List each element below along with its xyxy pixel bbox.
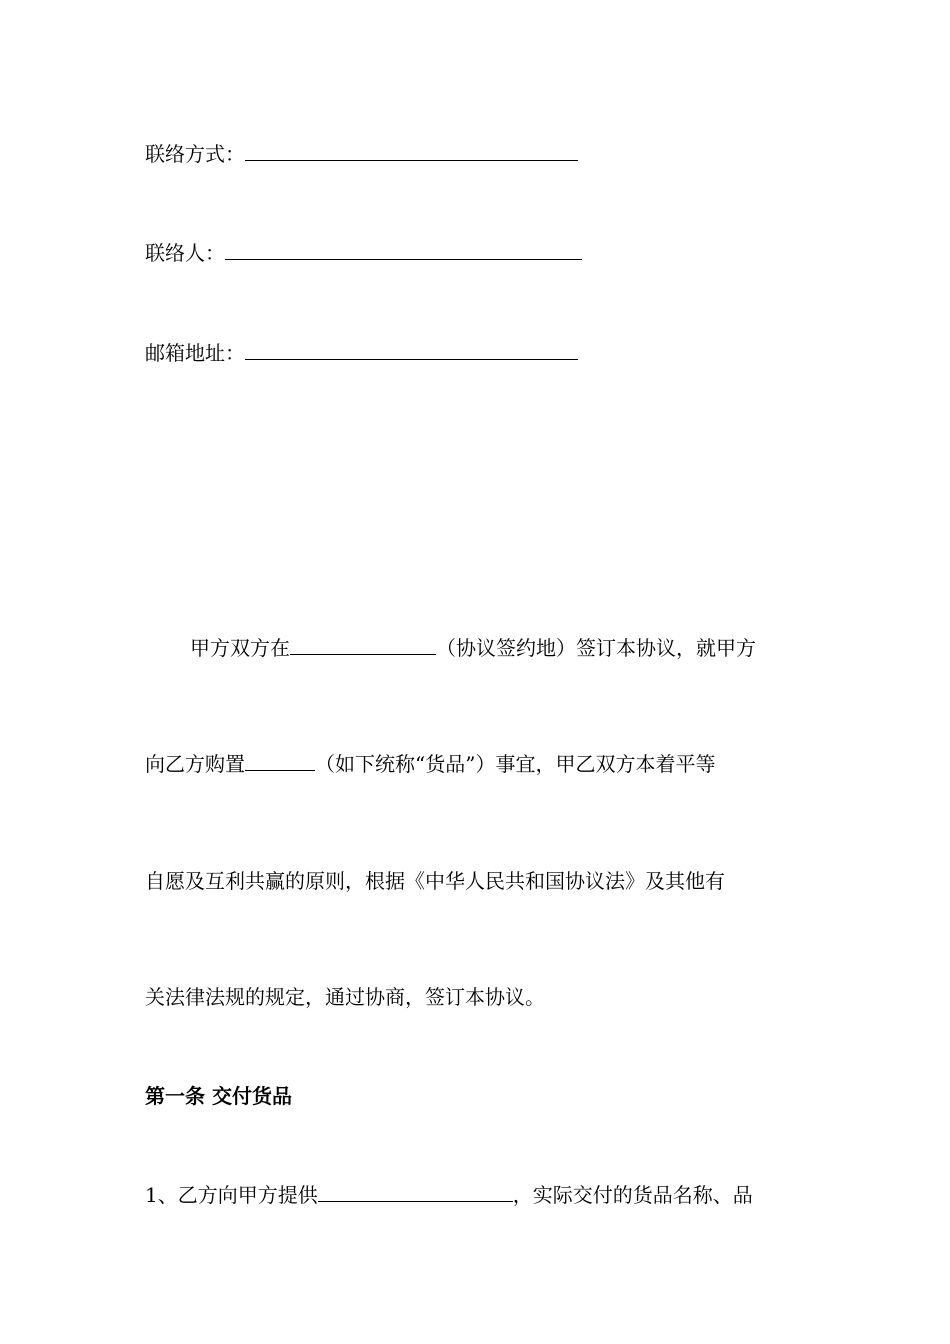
intro-line-1 — [190, 634, 756, 662]
supplied-goods-blank[interactable] — [318, 1181, 513, 1202]
contact-person-row — [145, 239, 582, 267]
goods-blank[interactable] — [245, 750, 315, 771]
contact-person-label: 联络人： — [145, 241, 225, 265]
intro-line-1-start: 甲方双方在 — [190, 636, 290, 660]
article-1-heading: 第一条 交付货品 — [145, 1084, 292, 1108]
signing-place-blank[interactable] — [290, 634, 436, 655]
intro-line-2-end: （如下统称“货品”）事宜，甲乙双方本着平等 — [315, 752, 716, 776]
intro-line-2 — [145, 750, 715, 778]
email-label: 邮箱地址： — [145, 341, 245, 365]
intro-line-4: 关法律法规的规定，通过协商，签订本协议。 — [145, 985, 545, 1009]
contact-method-row — [145, 140, 578, 168]
intro-line-3: 自愿及互利共赢的原则，根据《中华人民共和国协议法》及其他有 — [145, 869, 725, 893]
intro-line-1-end: （协议签约地）签订本协议，就甲方 — [436, 636, 756, 660]
contact-person-blank[interactable] — [225, 239, 582, 260]
article-1-item-1-start: 1、乙方向甲方提供 — [145, 1183, 318, 1207]
email-blank[interactable] — [245, 339, 578, 360]
article-1-item-1 — [145, 1181, 753, 1209]
email-row — [145, 339, 578, 367]
contact-method-label: 联络方式： — [145, 142, 245, 166]
intro-line-2-start: 向乙方购置 — [145, 752, 245, 776]
article-1-item-1-end: ，实际交付的货品名称、品 — [512, 1183, 753, 1207]
contact-method-blank[interactable] — [245, 140, 578, 161]
